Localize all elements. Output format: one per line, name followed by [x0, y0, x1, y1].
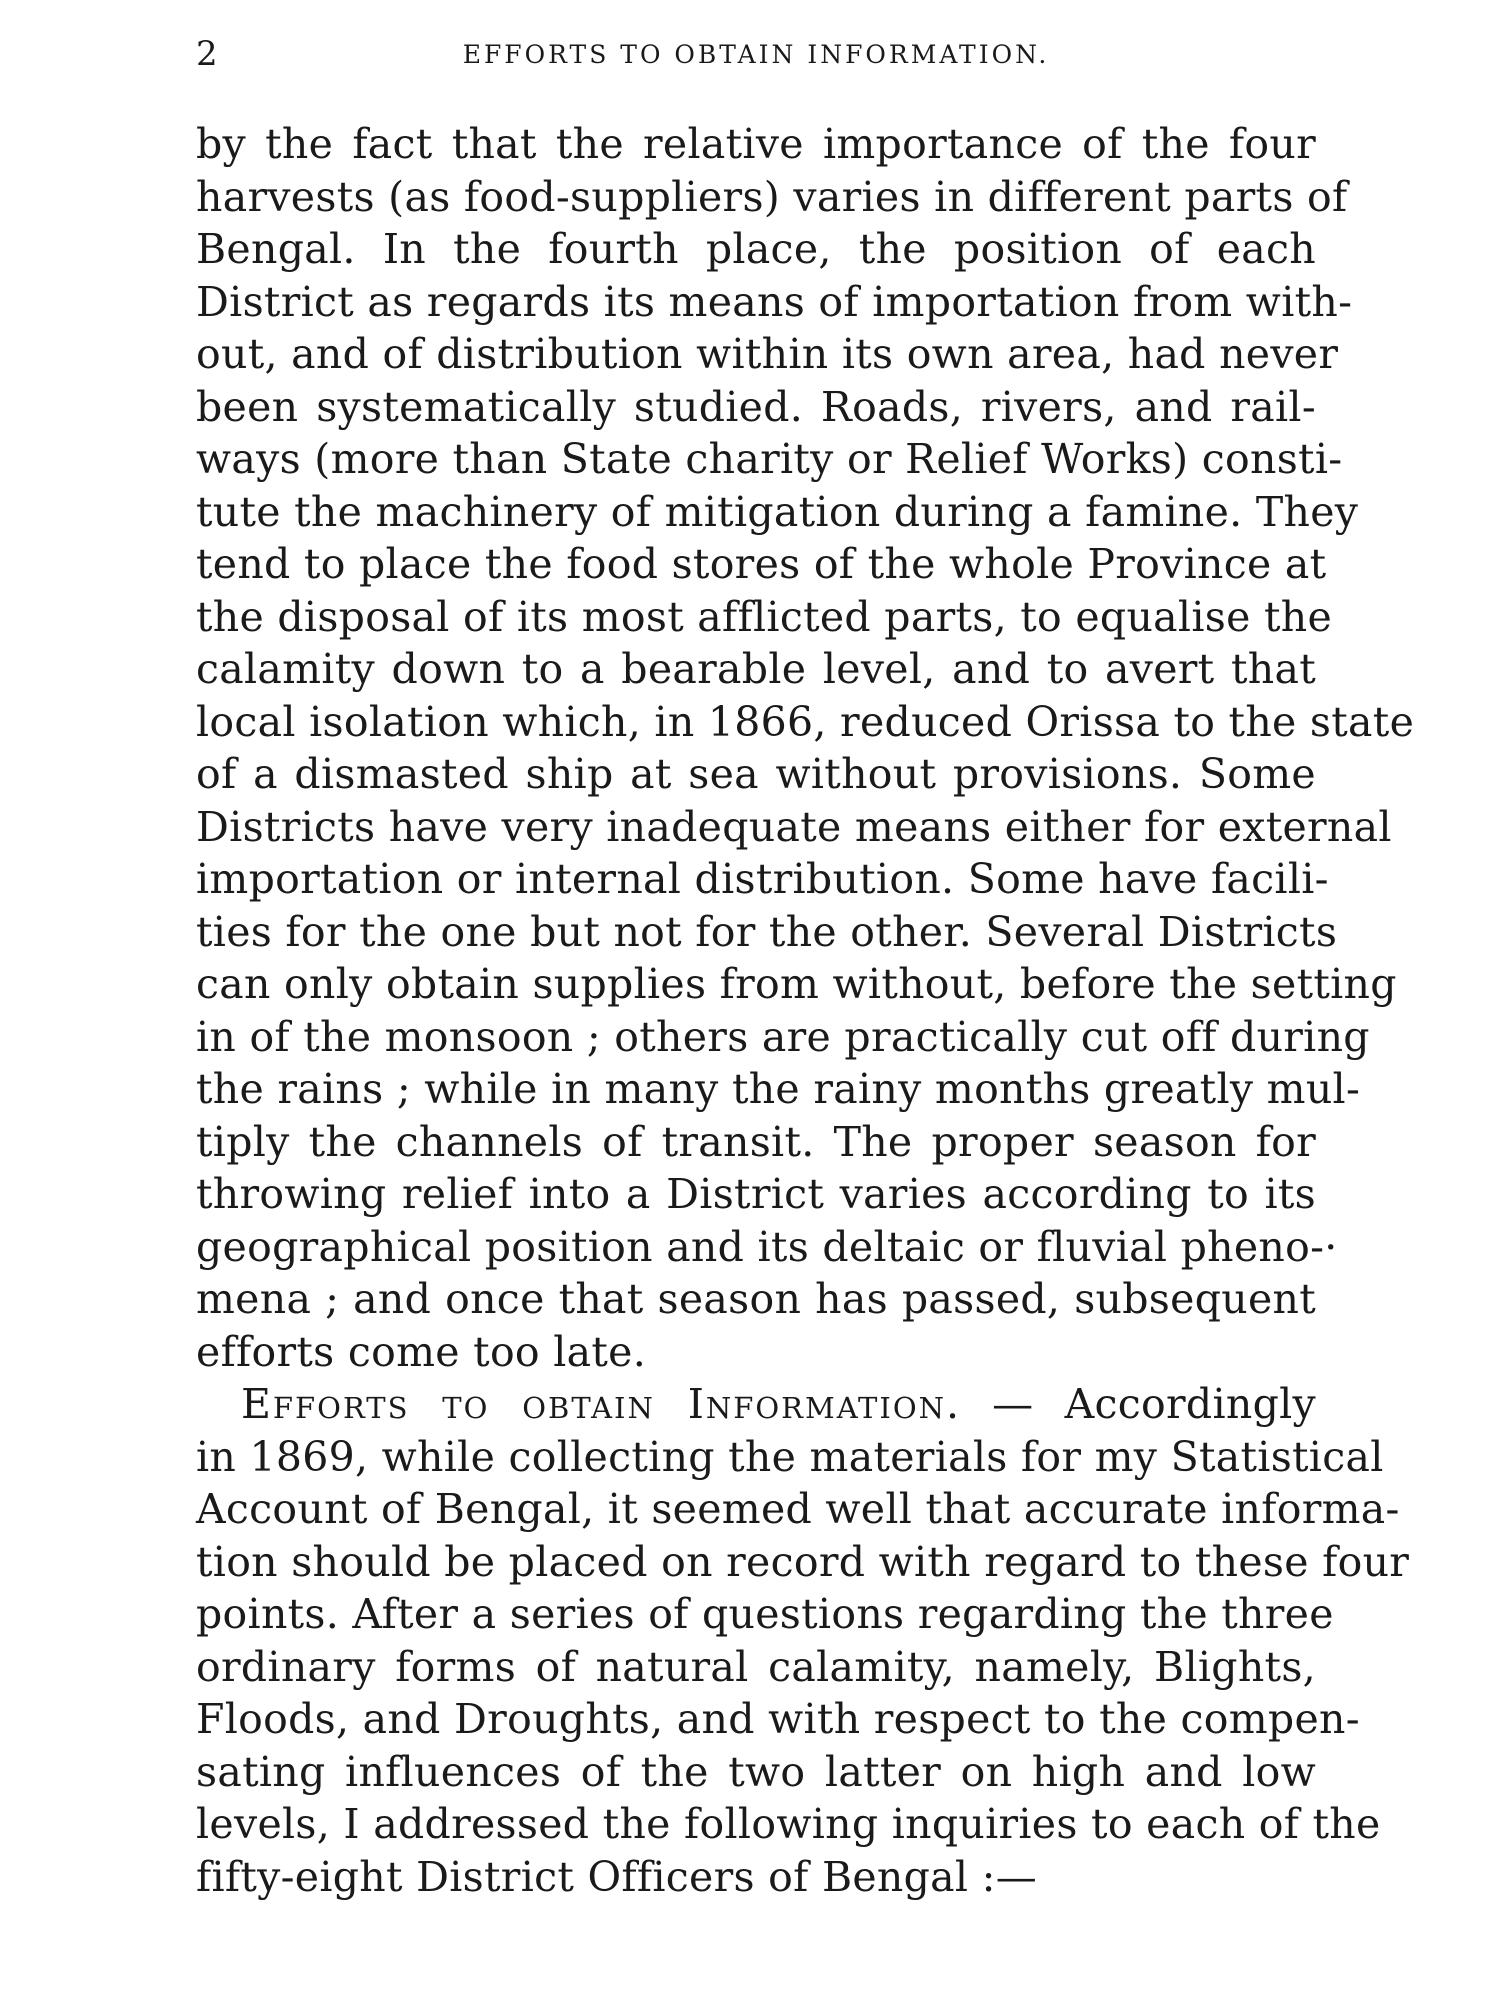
text-line: the disposal of its most afflicted parts, to equalise the — [196, 592, 1333, 641]
text-line: by the fact that the relative importance of the four — [196, 120, 1316, 168]
text-line: ordinary forms of natural calamity, namely, Blights, — [196, 1642, 1316, 1691]
text-line: local isolation which, in 1866, reduced Orissa to the state — [196, 697, 1415, 746]
running-title: EFFORTS TO OBTAIN INFORMATION. — [462, 40, 1050, 69]
text-line: harvests (as food-suppliers) varies in different parts of — [196, 172, 1348, 221]
running-head — [196, 34, 1316, 74]
text-line: of a dismasted ship at sea without provisions. Some — [196, 750, 1316, 798]
section-heading-tail: — Accordingly — [961, 1380, 1316, 1428]
paragraph-2 — [196, 1378, 1410, 1903]
text-line: efforts come too late. — [196, 1327, 647, 1376]
text-line: points. After a series of questions regarding the three — [196, 1590, 1334, 1638]
text-line: District as regards its means of importation from with- — [196, 277, 1353, 326]
text-line: Account of Bengal, it seemed well that accurate informa- — [196, 1485, 1400, 1533]
text-line: tion should be placed on record with regard to these four — [196, 1537, 1410, 1586]
text-line: ties for the one but not for the other. Several Districts — [196, 907, 1338, 956]
text-line: mena ; and once that season has passed, subsequent — [196, 1275, 1316, 1323]
text-line: Districts have very inadequate means either for external — [196, 802, 1392, 851]
text-line: calamity down to a bearable level, and to avert that — [196, 645, 1316, 693]
text-line: Floods, and Droughts, and with respect to the compen- — [196, 1695, 1360, 1743]
text-line: can only obtain supplies from without, before the setting — [196, 960, 1397, 1008]
text-line: out, and of distribution within its own area, had never — [196, 330, 1339, 378]
text-line: in of the monsoon ; others are practically cut off during — [196, 1012, 1370, 1061]
section-heading: Efforts to obtain Information. — [241, 1380, 962, 1428]
text-line: tiply the channels of transit. The proper season for — [196, 1117, 1316, 1166]
text-line: importation or internal distribution. Some have facili- — [196, 855, 1329, 903]
text-line: ways (more than State charity or Relief Works) consti- — [196, 435, 1343, 483]
text-line: Bengal. In the fourth place, the position of each — [196, 225, 1316, 273]
text-line: levels, I addressed the following inquiries to each of the — [196, 1800, 1381, 1848]
text-line: tute the machinery of mitigation during a famine. They — [196, 487, 1359, 536]
body-text — [196, 118, 1415, 1903]
text-line: been systematically studied. Roads, rivers, and rail- — [196, 382, 1316, 431]
text-line: the rains ; while in many the rainy months greatly mul- — [196, 1065, 1361, 1113]
text-line: geographical position and its deltaic or fluvial pheno-· — [196, 1222, 1338, 1271]
text-line: sating influences of the two latter on high and low — [196, 1747, 1316, 1796]
text-line: throwing relief into a District varies according to its — [196, 1170, 1316, 1218]
text-line: in 1869, while collecting the materials for my Statistical — [196, 1432, 1384, 1481]
paragraph-2-first-line — [196, 1378, 1316, 1431]
paragraph-1 — [196, 118, 1415, 1378]
text-line: fifty-eight District Officers of Bengal :— — [196, 1852, 1038, 1901]
page-number: 2 — [196, 34, 218, 74]
text-line: tend to place the food stores of the whole Province at — [196, 540, 1327, 588]
